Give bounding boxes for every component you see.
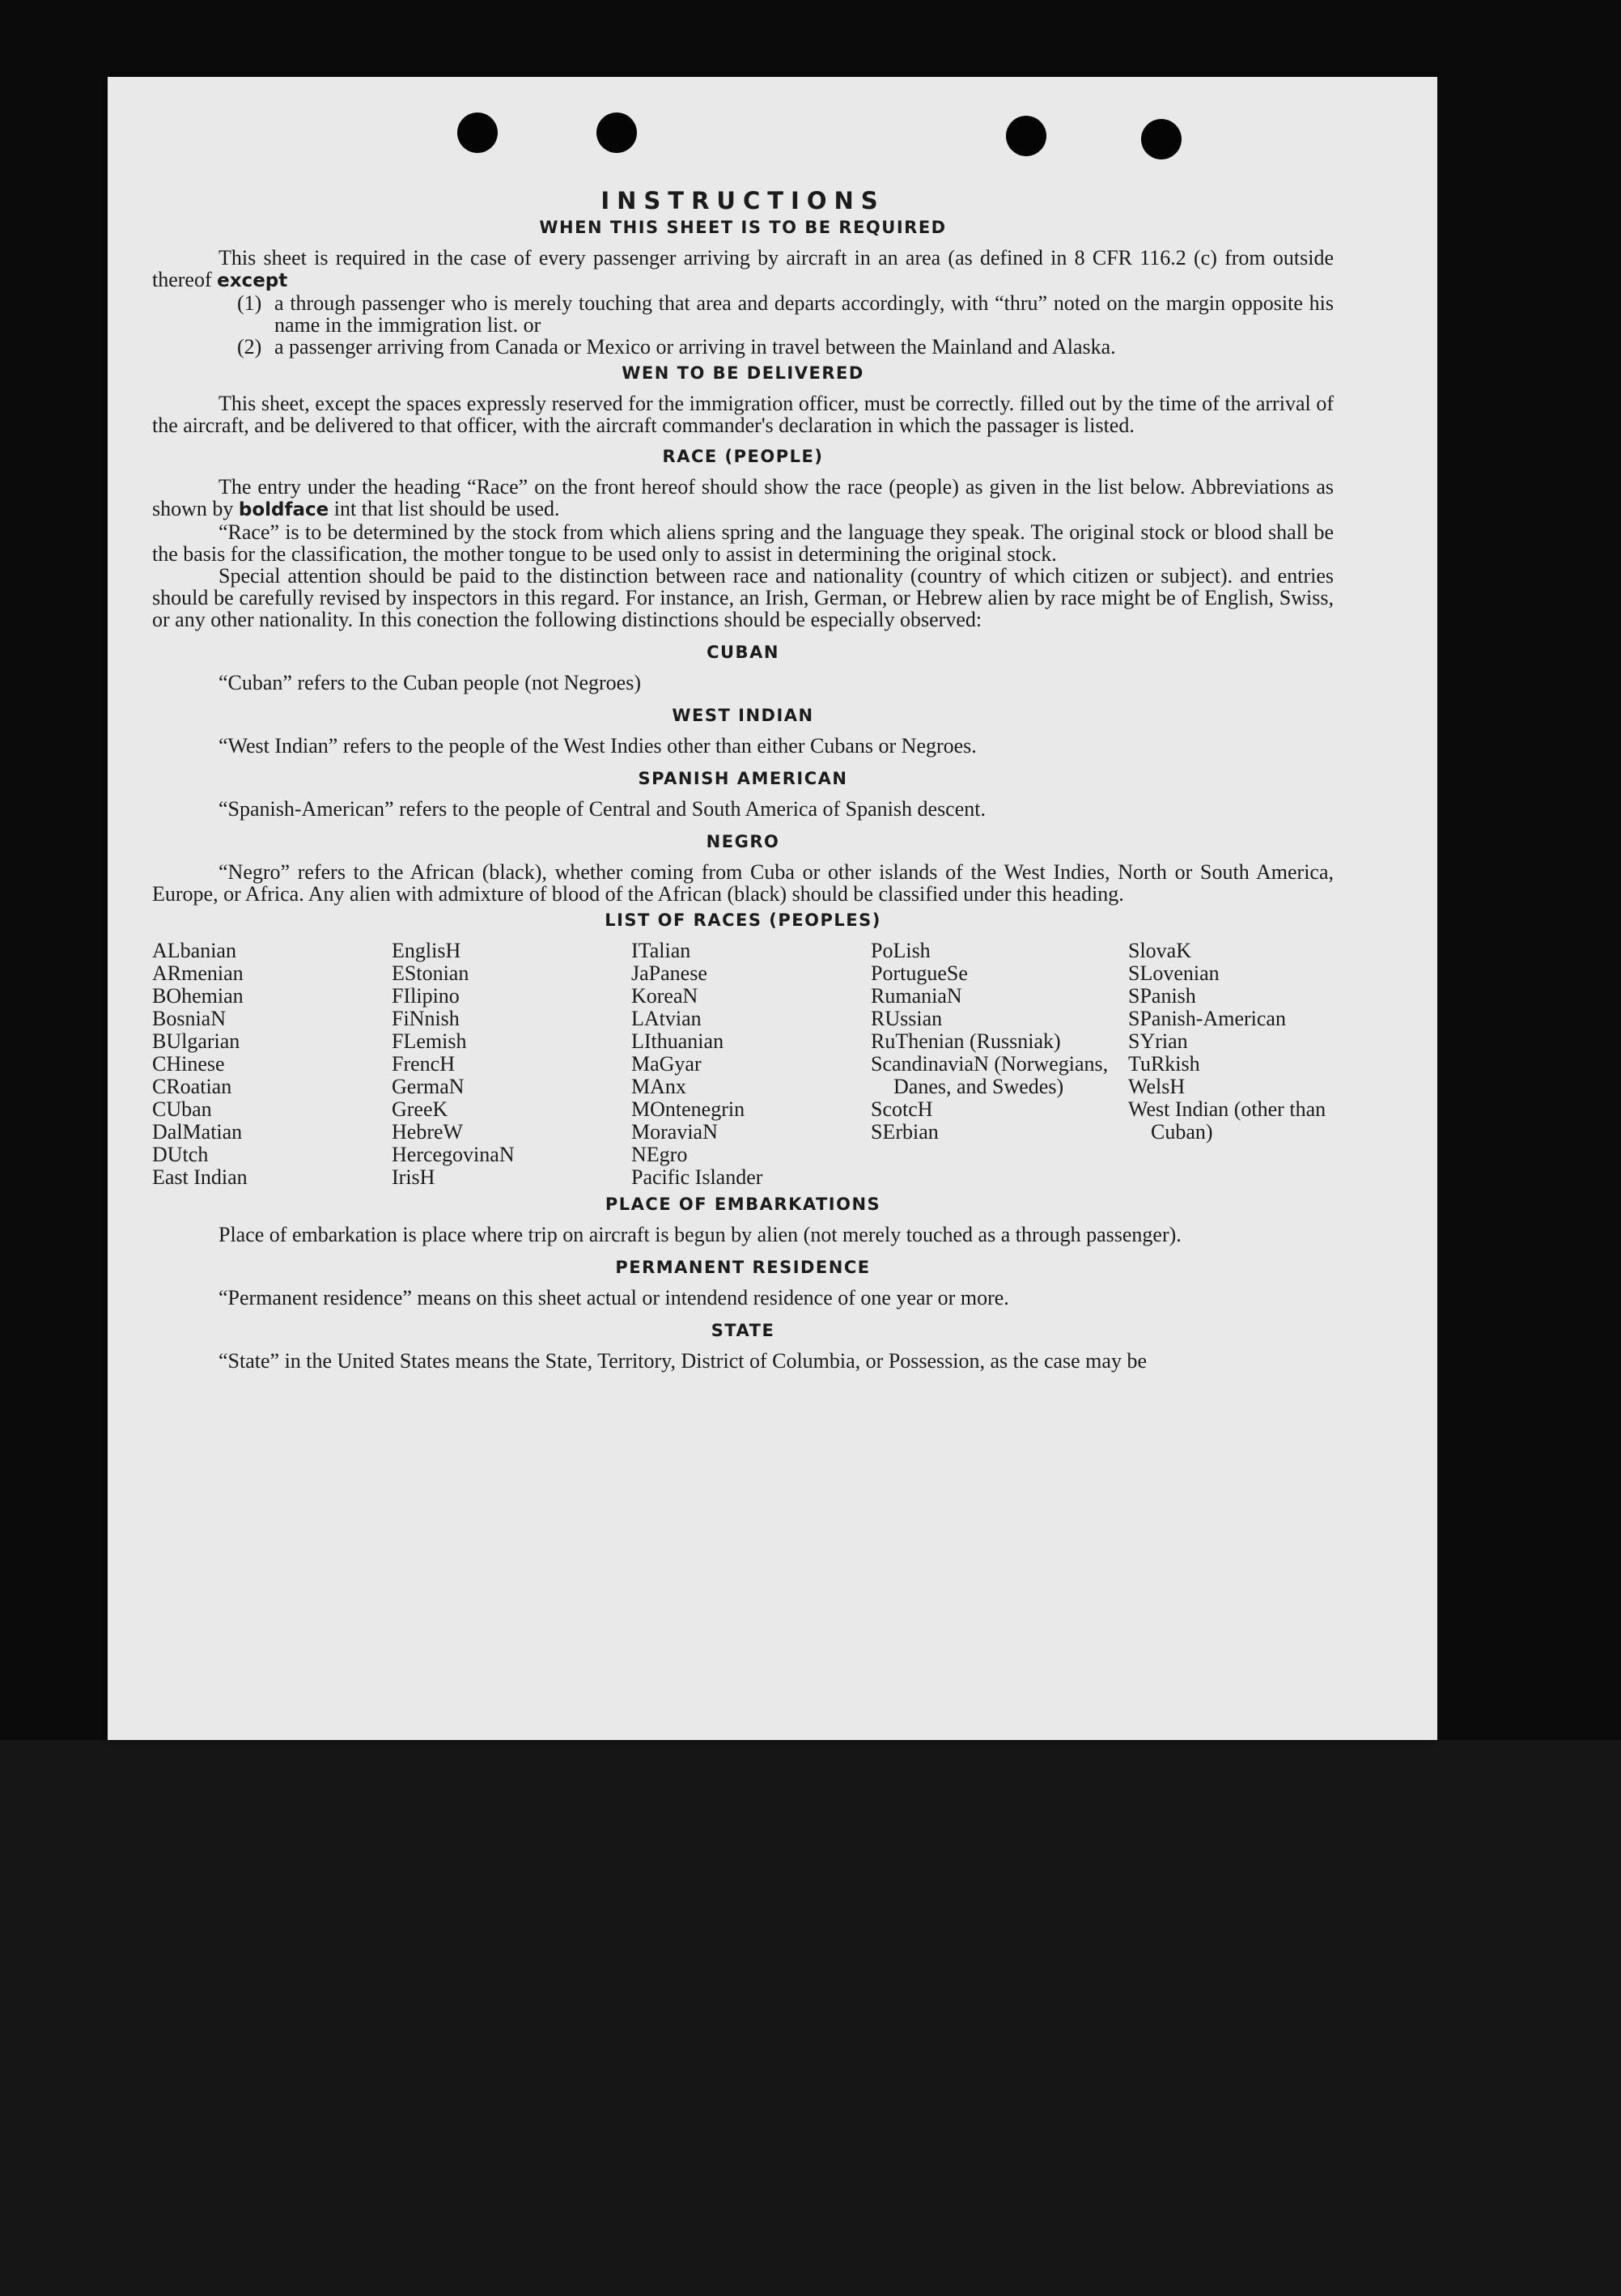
race-item: SlovaK (1128, 939, 1191, 962)
race-item: MOntenegrin (631, 1097, 745, 1121)
heading-negro: NEGRO (706, 832, 780, 851)
permanent-residence-text: “Permanent residence” means on this sheet actual or intendend residence of one year or more. (219, 1286, 1009, 1309)
heading-when-required: WHEN THIS SHEET IS TO BE REQUIRED (539, 218, 947, 237)
required-intro-text: This sheet is required in the case of every passenger arriving by aircraft in an area (as defined in 8 CFR 116.2 (c) from outside thereof (152, 246, 1334, 291)
race-paragraph-1 (152, 476, 1334, 521)
race-item: KoreaN (631, 984, 698, 1008)
races-column-4 (871, 940, 1128, 1189)
race-item: SPanish-American (1128, 1007, 1286, 1030)
race-item: GermaN (392, 1075, 465, 1098)
race-item: ALbanian (152, 939, 236, 962)
heading-permanent-residence: PERMANENT RESIDENCE (615, 1258, 871, 1277)
race-item: MaGyar (631, 1052, 702, 1076)
race-item: TuRkish (1128, 1052, 1200, 1076)
races-list (152, 940, 1334, 1189)
heading-spanish-american: SPANISH AMERICAN (638, 769, 848, 788)
race-item: West Indian (other than Cuban) (1128, 1097, 1326, 1144)
race-item: SYrian (1128, 1029, 1188, 1053)
page-title: INSTRUCTIONS (600, 187, 885, 214)
race-item: EnglisH (392, 939, 461, 962)
except-bold: except (217, 270, 288, 291)
race-item: IrisH (392, 1165, 435, 1189)
race-item: BUlgarian (152, 1029, 240, 1053)
race-item: DalMatian (152, 1120, 243, 1144)
heading-embarkation: PLACE OF EMBARKATIONS (605, 1195, 881, 1214)
negro-text: “Negro” refers to the African (black), whether coming from Cuba or other islands of the West Indies, North or South America, Europe, or Africa. Any alien with admixture of blood of the African (black) should be classified under this heading. (152, 860, 1334, 906)
required-intro (152, 247, 1334, 292)
race-item: SErbian (871, 1120, 939, 1144)
race-item: ITalian (631, 939, 691, 962)
heading-cuban: CUBAN (707, 643, 779, 662)
race-item: FIlipino (392, 984, 460, 1008)
race-item: PoLish (871, 939, 931, 962)
race-item: HebreW (392, 1120, 464, 1144)
race-item: Pacific Islander (631, 1165, 763, 1189)
cuban-text: “Cuban” refers to the Cuban people (not Negroes) (219, 671, 641, 694)
race-item: WelsH (1128, 1075, 1186, 1098)
item-1-text: a through passenger who is merely touching that area and departs accordingly, with “thru” noted on the margin opposite his name in the immigration list. or (274, 291, 1334, 337)
race-item: CRoatian (152, 1075, 232, 1098)
race-paragraph-2: “Race” is to be determined by the stock from which aliens spring and the language they speak. The original stock or blood shall be the basis for the classification, the mother tongue to be used only to assist in determining the original stock. (152, 520, 1334, 566)
race-item: FLemish (392, 1029, 467, 1053)
race-item: LIthuanian (631, 1029, 724, 1053)
race-item: BOhemian (152, 984, 244, 1008)
delivered-text: This sheet, except the spaces expressly reserved for the immigration officer, must be correctly. filled out by the time of the arrival of the aircraft, and be delivered to that officer, with the aircraft commander's declaration in which the passager is listed. (152, 392, 1334, 437)
race-item: CHinese (152, 1052, 225, 1076)
item-1-number: (1) (237, 291, 262, 315)
race-item: RumaniaN (871, 984, 962, 1008)
race-paragraph-3: Special attention should be paid to the distinction between race and nationality (country of which citizen or subject). and entries should be carefully revised by inspectors in this regard. For instance, an Irish, German, or Hebrew alien by race might be of English, Swiss, or any other nationality. In this conection the following distinctions should be especially observed: (152, 564, 1334, 631)
punch-hole-1 (457, 112, 498, 153)
race-item: PortugueSe (871, 961, 968, 985)
item-2-number: (2) (237, 335, 262, 359)
state-text: “State” in the United States means the State, Territory, District of Columbia, or Possession, as the case may be (219, 1349, 1147, 1373)
races-column-2 (392, 940, 631, 1189)
document-sheet (108, 77, 1437, 1740)
punch-hole-2 (596, 112, 637, 153)
punch-hole-4 (1141, 119, 1182, 159)
race-p1-end: int that list should be used. (333, 497, 560, 520)
races-column-1 (152, 940, 392, 1189)
heading-race: RACE (PEOPLE) (662, 447, 824, 466)
race-p1-start: The entry under the heading “Race” on the front hereof should show the race (people) as given in the list below. Abbreviations as shown by (152, 475, 1334, 520)
heading-west-indian: WEST INDIAN (672, 706, 814, 725)
race-item: RuThenian (Russniak) (871, 1029, 1061, 1053)
race-item: MAnx (631, 1075, 686, 1098)
races-column-3 (631, 940, 871, 1189)
race-item: ScandinaviaN (Norwegians, Danes, and Swedes) (871, 1052, 1109, 1098)
heading-state: STATE (711, 1321, 775, 1340)
race-item: FiNnish (392, 1007, 460, 1030)
race-item: LAtvian (631, 1007, 702, 1030)
boldface-bold: boldface (238, 499, 329, 520)
race-item: NEgro (631, 1143, 688, 1166)
races-column-5 (1128, 940, 1334, 1189)
race-item: BosniaN (152, 1007, 226, 1030)
race-item: MoraviaN (631, 1120, 718, 1144)
race-item: East Indian (152, 1165, 248, 1189)
race-item: RUssian (871, 1007, 943, 1030)
race-item: JaPanese (631, 961, 707, 985)
race-item: FrencH (392, 1052, 455, 1076)
race-item: HercegovinaN (392, 1143, 515, 1166)
heading-when-delivered: WEN TO BE DELIVERED (622, 363, 864, 383)
race-item: SLovenian (1128, 961, 1220, 985)
west-indian-text: “West Indian” refers to the people of the West Indies other than either Cubans or Negroes. (219, 734, 977, 758)
required-item-2 (152, 336, 1334, 358)
race-item: CUban (152, 1097, 212, 1121)
race-item: ARmenian (152, 961, 244, 985)
spanish-american-text: “Spanish-American” refers to the people of Central and South America of Spanish descent. (219, 797, 986, 821)
race-item: GreeK (392, 1097, 448, 1121)
race-item: SPanish (1128, 984, 1196, 1008)
race-item: EStonian (392, 961, 469, 985)
punch-hole-3 (1006, 116, 1046, 156)
required-item-1 (152, 292, 1334, 336)
item-2-text: a passenger arriving from Canada or Mexico or arriving in travel between the Mainland and Alaska. (274, 335, 1116, 359)
embarkation-text: Place of embarkation is place where trip on aircraft is begun by alien (not merely touched as a through passenger). (219, 1223, 1182, 1246)
heading-list-of-races: LIST OF RACES (PEOPLES) (605, 910, 881, 930)
scanner-background (0, 1740, 1621, 2296)
race-item: DUtch (152, 1143, 209, 1166)
document-content (152, 187, 1334, 1373)
race-item: ScotcH (871, 1097, 933, 1121)
